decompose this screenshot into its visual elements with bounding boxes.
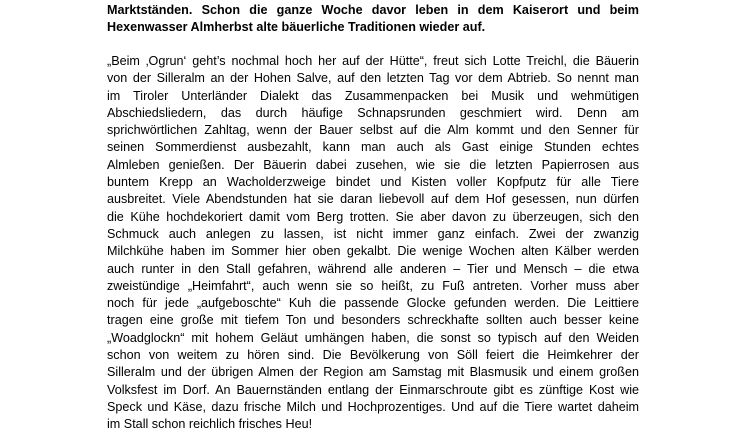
body-line: „Beim ‚Ogrun‘ geht’s nochmal hoch her auf der Hütte“, freut sich Lotte Treichl, die Bäuerin bbox=[107, 54, 639, 68]
lead-paragraph bbox=[107, 2, 639, 36]
body-line: Almleben genießen. Der Bäuerin dabei zusehen, wie sie die letzten Papierrosen aus bbox=[107, 157, 639, 172]
body-line: im Stall schon reichlich frisches Heu! bbox=[107, 417, 313, 432]
body-line: zweistündige „Heimfahrt“, auch wenn sie so heißt, zu Fuß antreten. Vorher muss aber bbox=[107, 278, 639, 293]
body-line: im Tiroler Unterländer Dialekt das Zusammenpacken bei Musik und wehmütigen bbox=[107, 88, 639, 103]
body-line: tragen eine große mit tiefem Ton und besonders schreckhafte sollten auch besser keine bbox=[107, 313, 639, 328]
lead-line: Hexenwasser Almherbst alte bäuerliche Traditionen wieder auf. bbox=[107, 20, 486, 34]
body-line: schon von weitem zu hören sind. Die Bevölkerung von Söll feiert die Heimkehrer der bbox=[107, 348, 639, 363]
body-paragraph bbox=[107, 53, 639, 434]
body-line: noch für jede „aufgeboschte“ Kuh die passende Glocke gefunden werden. Die Leittiere bbox=[107, 296, 639, 311]
body-line: auch runter in den Stall gefahren, während alle anderen – Tier und Mensch – die etwa bbox=[107, 261, 639, 276]
body-line: „Woadglockn“ mit hohem Geläut umhängen haben, die sonst so typisch auf den Weiden bbox=[107, 330, 639, 345]
body-line: von der Silleralm an der Hohen Salve, auf den letzten Tag vor dem Abtrieb. So nennt man bbox=[107, 71, 639, 86]
body-line: buntem Krepp an Wacholderzweige bindet und Kisten voller Kopfputz für alle Tiere bbox=[107, 175, 639, 190]
body-line: Silleralm und der übrigen Almen der Region am Samstag mit Blasmusik und einem großen bbox=[107, 365, 639, 380]
body-line: die Kühe hochdekoriert damit vom Berg trotten. Sie aber davon zu überzeugen, sich den bbox=[107, 209, 639, 224]
body-line: Schmuck auch anlegen zu lassen, ist nicht immer ganz einfach. Zwei der zwanzig bbox=[107, 226, 639, 241]
body-line: Milchkühe haben im Sommer hier oben gekalbt. Die wenige Wochen alten Kälber werden bbox=[107, 244, 639, 259]
body-line: Volksfest im Dorf. An Bauernständen entlang der Einmarschroute gibt es zünftige Kost wie bbox=[107, 382, 639, 397]
body-line: seinen Sommerdienst ausbezahlt, kann man auch als Gast einige Stunden echtes bbox=[107, 140, 639, 155]
body-line: ausbreitet. Viele Abendstunden hat sie daran liebevoll auf dem Hof gesessen, nun dürfen bbox=[107, 192, 639, 207]
body-line: sprichwörtlichen Zahltag, wenn der Bauer selbst auf die Alm kommt und den Senner für bbox=[107, 123, 639, 138]
lead-line: Marktständen. Schon die ganze Woche davor leben in dem Kaiserort und beim bbox=[107, 3, 639, 17]
body-line: Speck und Käse, dazu frische Milch und Hochprozentiges. Und auf die Tiere wartet daheim bbox=[107, 399, 639, 414]
body-line: Abschiedsliedern, das durch häufige Schnapsrunden geschmiert wird. Denn am bbox=[107, 105, 639, 120]
